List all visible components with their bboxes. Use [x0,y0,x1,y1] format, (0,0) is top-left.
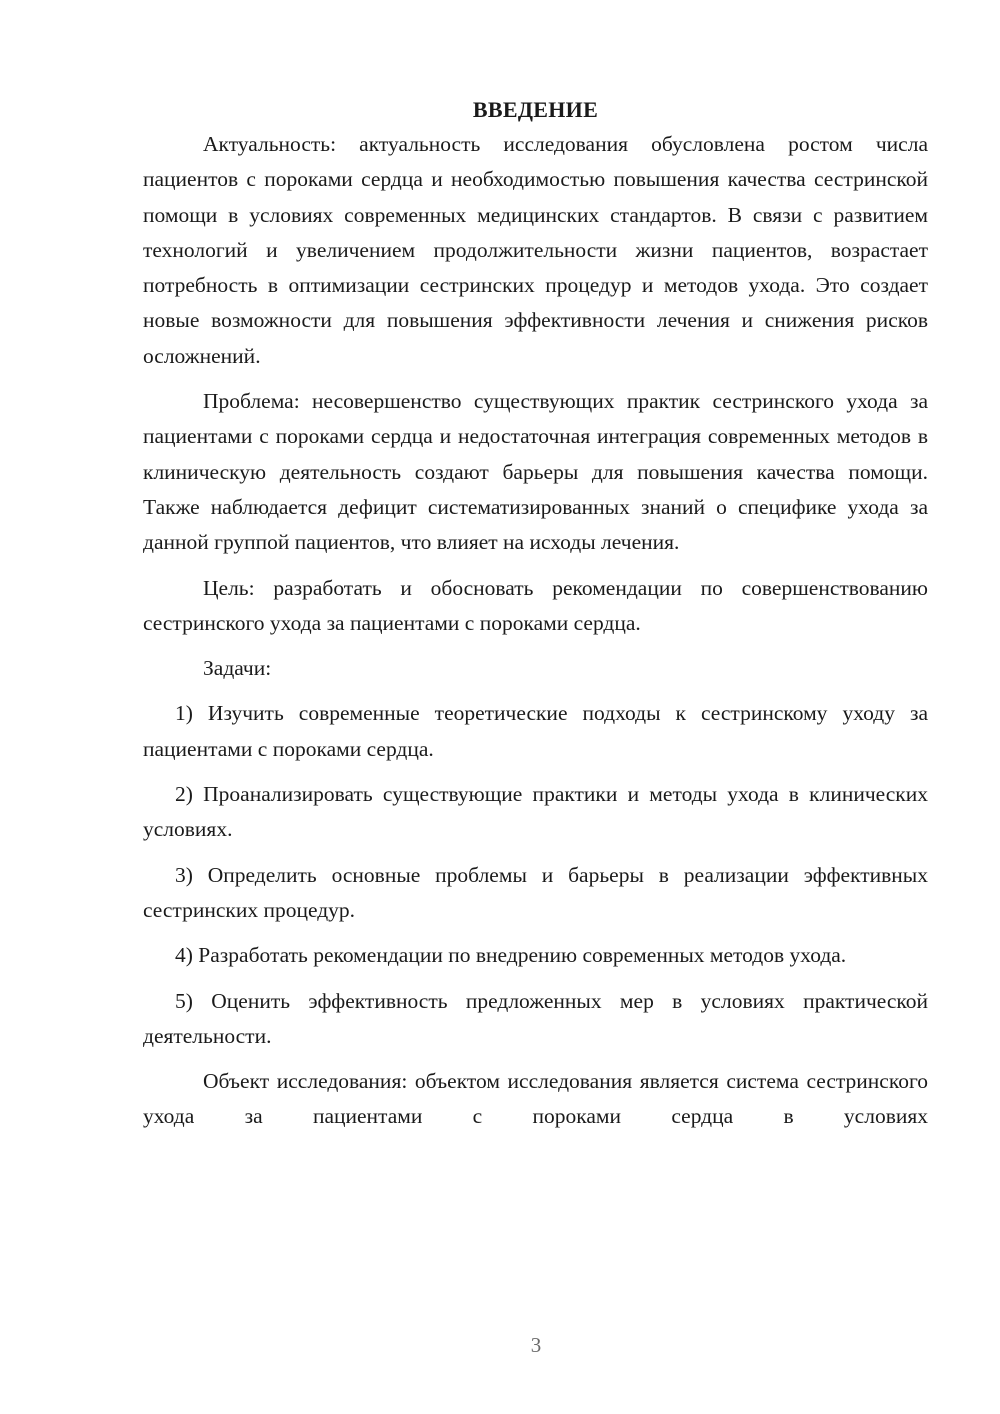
page-number: 3 [530,1333,542,1357]
object-paragraph: Объект исследования: объектом исследования является система сестринского ухода за пациентами с пороками сердца в условиях [143,1069,928,1129]
relevance-paragraph: Актуальность: актуальность исследования обусловлена ростом числа пациентов с пороками сердца и необходимостью повышения качества сестринской помощи в условиях современных медицинских стандартов. В связи с развитием технологий и увеличением продолжительности жизни пациентов, возрастает потребность в оптимизации сестринских процедур и методов ухода. Это создает новые возможности для повышения эффективности лечения и снижения рисков осложнений. [143,132,928,368]
tasks-list [143,696,928,1054]
document-page [143,92,928,1135]
task-item-5: 5) Оценить эффективность предложенных мер в условиях практической деятельности. [143,988,928,1048]
task-item-1: 1) Изучить современные теоретические подходы к сестринскому уходу за пациентами с пороками сердца. [143,701,928,761]
goal-paragraph: Цель: разработать и обосновать рекомендации по совершенствованию сестринского ухода за пациентами с пороками сердца. [143,575,928,635]
task-item-2: 2) Проанализировать существующие практики и методы ухода в клинических условиях. [143,782,928,842]
problem-paragraph: Проблема: несовершенство существующих практик сестринского ухода за пациентами с пороками сердца и недостаточная интеграция современных методов в клиническую деятельность создают барьеры для повышения качества помощи. Также наблюдается дефицит систематизированных знаний о специфике ухода за данной группой пациентов, что влияет на исходы лечения. [143,389,928,555]
task-item-3: 3) Определить основные проблемы и барьеры в реализации эффективных сестринских процедур. [143,862,928,922]
task-item-4: 4) Разработать рекомендации по внедрению современных методов ухода. [175,943,847,968]
tasks-label: Задачи: [203,656,272,681]
section-heading: ВВЕДЕНИЕ [472,97,599,122]
